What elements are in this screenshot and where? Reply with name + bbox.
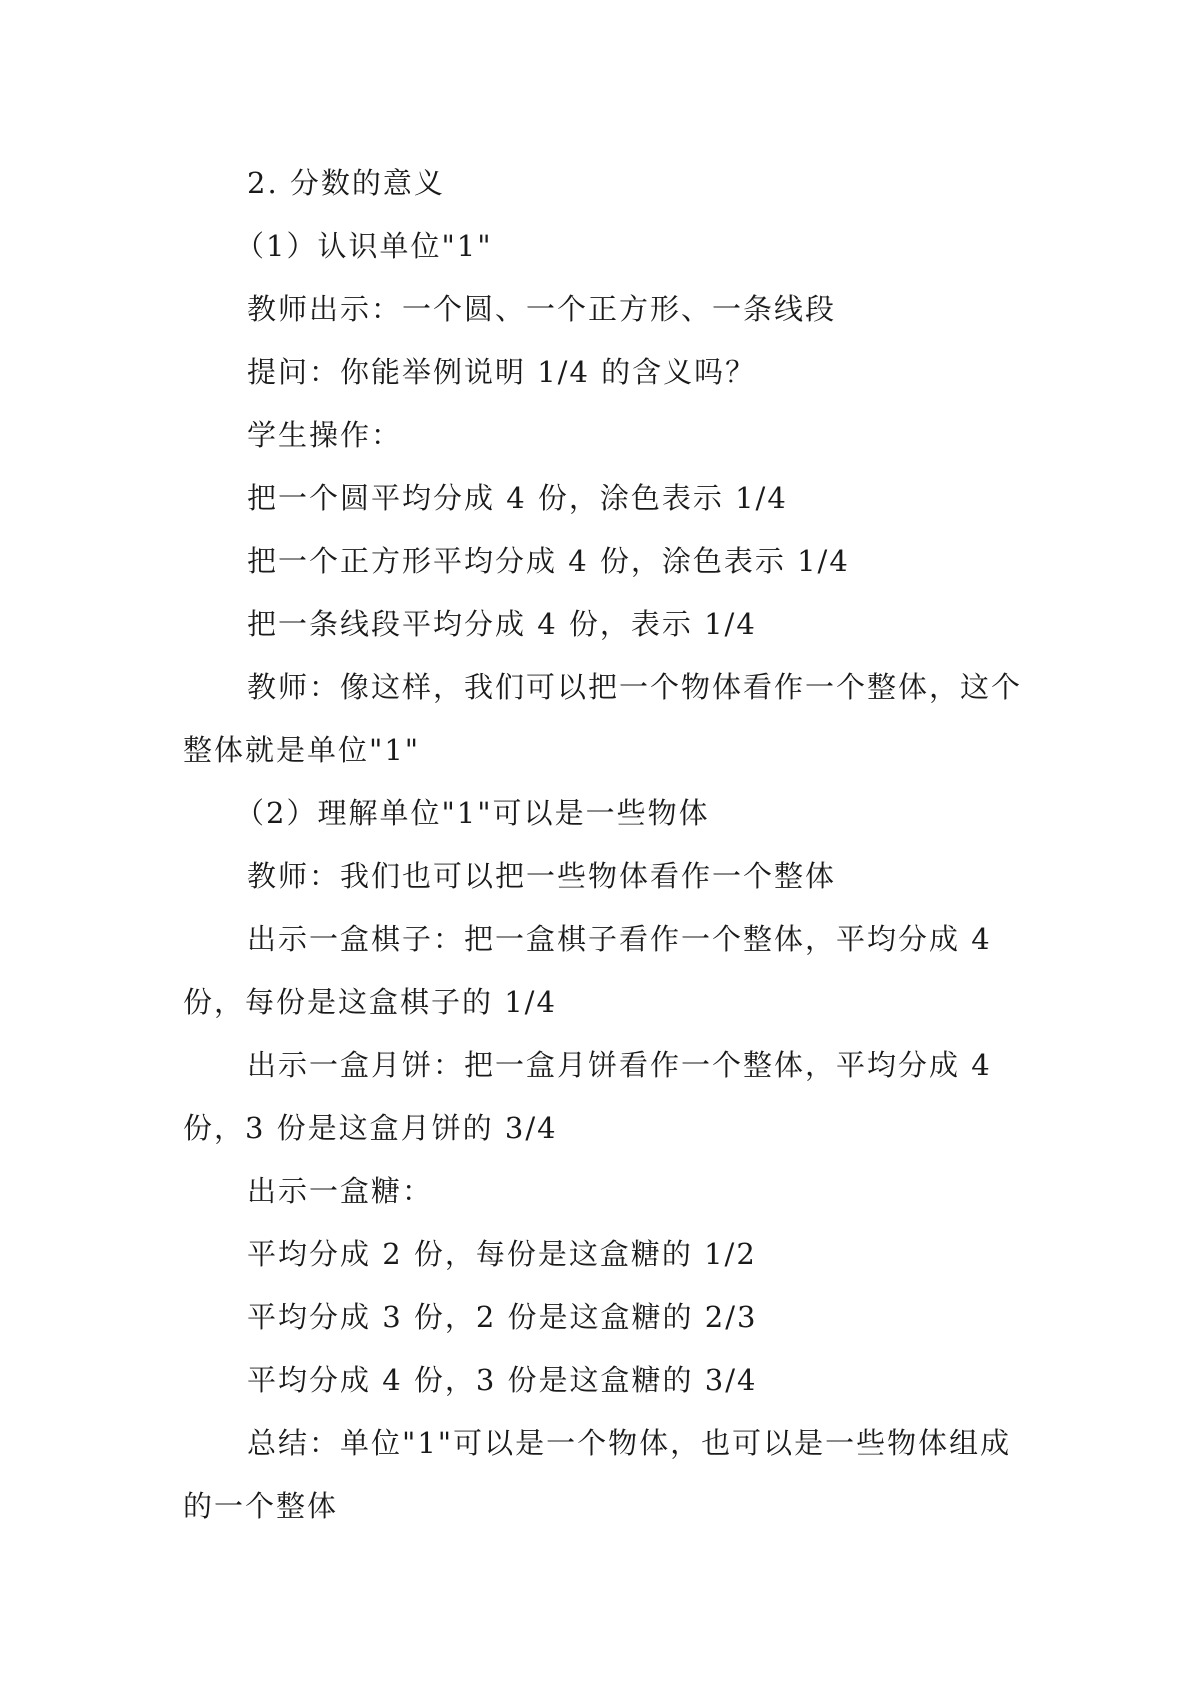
subsection-heading: （1）认识单位"1" <box>235 229 493 263</box>
paragraph: 提问：你能举例说明 1/4 的含义吗？ <box>247 355 757 389</box>
paragraph: 把一个正方形平均分成 4 份，涂色表示 1/4 <box>247 544 850 578</box>
paragraph: 平均分成 2 份，每份是这盒糖的 1/2 <box>247 1237 757 1271</box>
text-block <box>183 152 1025 1538</box>
paragraph: 出示一盒棋子：把一盒棋子看作一个整体，平均分成 4 份，每份是这盒棋子的 1/4 <box>183 922 992 1019</box>
paragraph: 教师：我们也可以把一些物体看作一个整体 <box>247 859 837 893</box>
paragraph: 出示一盒糖： <box>247 1174 434 1208</box>
paragraph: 教师出示：一个圆、一个正方形、一条线段 <box>247 292 837 326</box>
subsection-heading: （2）理解单位"1"可以是一些物体 <box>235 796 710 830</box>
paragraph: 把一个圆平均分成 4 份，涂色表示 1/4 <box>247 481 788 515</box>
paragraph: 平均分成 3 份，2 份是这盒糖的 2/3 <box>247 1300 758 1334</box>
paragraph: 把一条线段平均分成 4 份，表示 1/4 <box>247 607 757 641</box>
section-heading: 2. 分数的意义 <box>247 166 445 200</box>
paragraph: 出示一盒月饼：把一盒月饼看作一个整体，平均分成 4 份，3 份是这盒月饼的 3/4 <box>183 1048 992 1145</box>
paragraph: 平均分成 4 份，3 份是这盒糖的 3/4 <box>247 1363 758 1397</box>
paragraph: 教师：像这样，我们可以把一个物体看作一个整体，这个整体就是单位"1" <box>183 670 1023 767</box>
paragraph: 总结：单位"1"可以是一个物体，也可以是一些物体组成的一个整体 <box>183 1426 1012 1523</box>
paragraph: 学生操作： <box>247 418 403 452</box>
